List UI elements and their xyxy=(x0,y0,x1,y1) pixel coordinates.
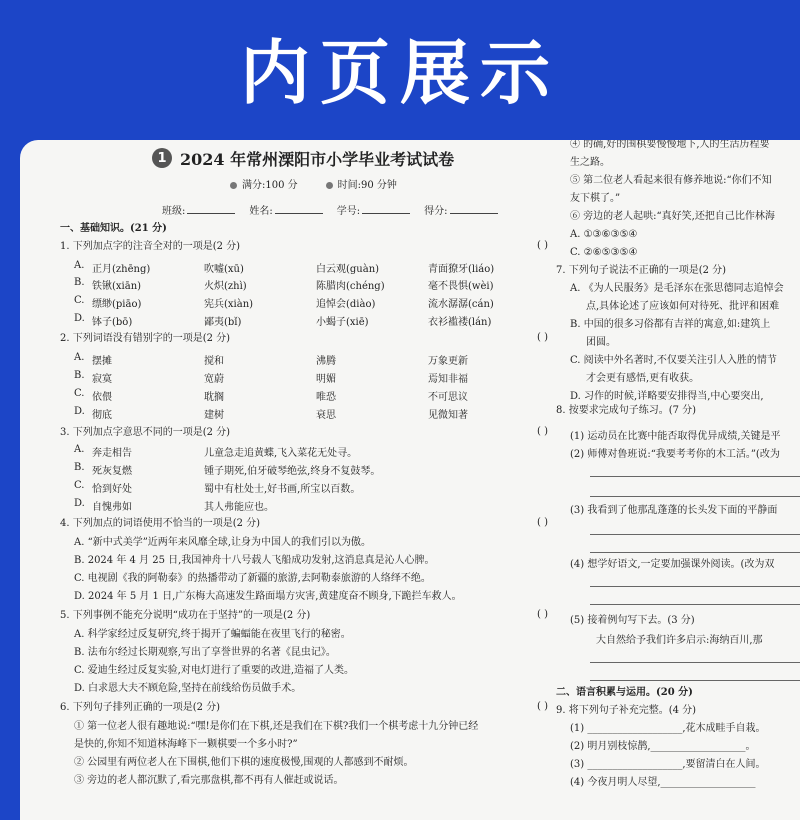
fill-blank[interactable]: (4) 今夜月明人尽望,___________________ xyxy=(570,777,756,788)
answer-paren: ( ) xyxy=(537,240,548,251)
option-row: B. 死灰复燃 锺子期死,伯牙破琴绝弦,终身不复鼓琴。 xyxy=(74,462,381,477)
option-row: A. 摆摊 搅和 沸腾 万象更新 xyxy=(74,352,468,367)
answer-line[interactable] xyxy=(590,476,800,477)
option-row: B. 寂寞 宽蔚 明媚 焉知非福 xyxy=(74,370,468,385)
option-row: D. 彻底 建树 衰思 见微知著 xyxy=(74,406,468,421)
option-row: C. 缥缈(piāo) 宪兵(xiàn) 追悼会(diào) 流水潺潺(cán) xyxy=(74,295,494,310)
field-name: 姓名: xyxy=(249,202,322,217)
option-line: 是快的,你知不知道林海峰下一颗棋要一个多小时?” xyxy=(74,739,298,750)
option-line: C. 电视剧《我的阿勒泰》的热播带动了新疆的旅游,去阿勒泰旅游的人络绎不绝。 xyxy=(74,573,431,584)
bullet-icon xyxy=(326,182,333,189)
right-column xyxy=(556,140,800,800)
answer-line[interactable] xyxy=(590,586,800,587)
fill-blank[interactable]: (3) ___________________,要留清白在人间。 xyxy=(570,759,766,770)
sub-question: (2) 师傅对鲁班说:“我要考考你的木工活。”(改为 xyxy=(570,449,780,460)
option-line: 生之路。 xyxy=(570,157,610,168)
option-row: B. 铁锹(xiān) 火炽(zhì) 陈腊肉(chéng) 毫不畏惧(wèi) xyxy=(74,277,494,292)
option-line: ③ 旁边的老人都沉默了,看完那盘棋,都不再有人催赶或说话。 xyxy=(74,775,344,786)
option-row: D. 钵子(bō) 鄙夷(bǐ) 小蝎子(xiē) 衣衫褴褛(lán) xyxy=(74,313,492,328)
option-line: B. 2024 年 4 月 25 日,我国神舟十八号载人飞船成功发射,这消息真是沁人心脾。 xyxy=(74,555,435,566)
section-heading: 一、基础知识。(21 分) xyxy=(60,223,167,234)
option-row: C. 依偎 耽搁 唯恐 不可思议 xyxy=(74,388,468,403)
question-stem: 5. 下列事例不能充分说明“成功在于坚持”的一项是(2 分) xyxy=(60,610,311,621)
option-line: 友下棋了。” xyxy=(570,193,621,204)
student-info xyxy=(162,202,498,217)
answer-paren: ( ) xyxy=(537,701,548,712)
question-stem: 2. 下列词语没有错别字的一项是(2 分) xyxy=(60,333,231,344)
banner-title: 内页展示 xyxy=(240,32,560,114)
answer-line[interactable] xyxy=(590,552,800,553)
option-line: C. ②⑥⑤③⑤④ xyxy=(570,247,638,258)
left-column xyxy=(60,140,548,800)
question-stem: 1. 下列加点字的注音全对的一项是(2 分) xyxy=(60,241,241,252)
answer-line[interactable] xyxy=(590,534,800,535)
option-line: ④ 的确,好的围棋要慢慢地下,人的生活历程要 xyxy=(570,140,770,150)
field-id: 学号: xyxy=(337,202,410,217)
section-heading: 二、语言积累与运用。(20 分) xyxy=(556,687,693,698)
option-line: 才会更有感悟,更有收获。 xyxy=(586,373,700,384)
option-row: D. 自愧弗如 其人弗能应也。 xyxy=(74,498,274,513)
exam-time: 时间:90 分钟 xyxy=(326,176,397,191)
option-line: C. 阅读中外名著时,不仅要关注引人入胜的情节 xyxy=(570,355,777,366)
option-line: A. 科学家经过反复研究,终于揭开了蝙蝠能在夜里飞行的秘密。 xyxy=(74,629,351,640)
sub-question: (4) 想学好语文,一定要加强课外阅读。(改为双 xyxy=(570,559,775,570)
bullet-icon xyxy=(230,182,237,189)
field-class: 班级: xyxy=(162,202,235,217)
option-line: D. 白求恩大夫不顾危险,坚持在前线给伤员做手术。 xyxy=(74,683,302,694)
answer-line[interactable] xyxy=(590,496,800,497)
question-stem: 4. 下列加点的词语使用不恰当的一项是(2 分) xyxy=(60,518,261,529)
question-stem: 7. 下列句子说法不正确的一项是(2 分) xyxy=(556,265,727,276)
sub-question: (3) 我看到了他那乱蓬蓬的长头发下面的平静面 xyxy=(570,505,778,516)
question-stem: 9. 将下列句子补充完整。(4 分) xyxy=(556,705,697,716)
option-line: A. “新中式美学”近两年来风靡全球,让身为中国人的我们引以为傲。 xyxy=(74,537,371,548)
exam-meta xyxy=(230,176,397,191)
option-line: 团圆。 xyxy=(586,337,616,348)
question-stem: 8. 按要求完成句子练习。(7 分) xyxy=(556,405,697,416)
option-row: A. 奔走相告 儿童急走追黄蝶,飞入菜花无处寻。 xyxy=(74,444,358,459)
exam-title-row xyxy=(152,145,454,171)
answer-paren: ( ) xyxy=(537,517,548,528)
question-stem: 3. 下列加点字意思不同的一项是(2 分) xyxy=(60,427,231,438)
sub-question: (5) 接着例句写下去。(3 分) xyxy=(570,615,695,626)
answer-paren: ( ) xyxy=(537,426,548,437)
banner xyxy=(0,0,800,135)
example-sentence: 大自然给予我们许多启示:海纳百川,那 xyxy=(596,635,763,646)
answer-line[interactable] xyxy=(590,604,800,605)
option-line: 点,具体论述了应该如何对待死、批评和困难 xyxy=(586,301,780,312)
exam-sheet xyxy=(20,140,800,820)
option-line: A. ①③⑥③⑤④ xyxy=(570,229,638,240)
question-stem: 6. 下列句子排列正确的一项是(2 分) xyxy=(60,702,221,713)
full-score: 满分:100 分 xyxy=(230,176,298,191)
option-line: A. 《为人民服务》是毛泽东在张思德同志追悼会 xyxy=(570,283,784,294)
exam-title: 2024 年常州溧阳市小学毕业考试试卷 xyxy=(180,149,455,169)
option-line: ② 公园里有两位老人在下围棋,他们下棋的速度极慢,围观的人都感到不耐烦。 xyxy=(74,757,414,768)
answer-paren: ( ) xyxy=(537,332,548,343)
option-line: D. 习作的时候,详略要安排得当,中心要突出, xyxy=(570,391,764,402)
sub-question: (1) 运动员在比赛中能否取得优异成绩,关键是平 xyxy=(570,431,781,442)
option-row: A. 正月(zhēng) 吹嘘(xū) 白云观(guàn) 青面獠牙(liáo) xyxy=(74,260,495,275)
exam-number-badge: 1 xyxy=(152,148,172,168)
option-line: ⑤ 第二位老人看起来很有修养地说:“你们不知 xyxy=(570,175,772,186)
option-line: C. 爱迪生经过反复实验,对电灯进行了重要的改进,造福了人类。 xyxy=(74,665,355,676)
option-line: ⑥ 旁边的老人起哄:“真好笑,还把自己比作林海 xyxy=(570,211,775,222)
option-line: ① 第一位老人很有趣地说:“嘿!是你们在下棋,还是我们在下棋?我们一个棋考虑十九分钟已经 xyxy=(74,721,479,732)
answer-line[interactable] xyxy=(590,662,800,663)
option-line: D. 2024 年 5 月 1 日,广东梅大高速发生路面塌方灾害,黄建度奋不顾身,下跪拦车救人。 xyxy=(74,591,462,602)
answer-line[interactable] xyxy=(590,680,800,681)
fill-blank[interactable]: (2) 明月别枝惊鹊,___________________。 xyxy=(570,741,756,752)
field-score: 得分: xyxy=(424,202,497,217)
option-line: B. 中国的很多习俗都有吉祥的寓意,如:建筑上 xyxy=(570,319,771,330)
answer-paren: ( ) xyxy=(537,609,548,620)
option-row: C. 恰到好处 蜀中有杜处士,好书画,所宝以百数。 xyxy=(74,480,361,495)
option-line: B. 法布尔经过长期观察,写出了享誉世界的名著《昆虫记》。 xyxy=(74,647,336,658)
fill-blank[interactable]: (1) ___________________,花木成畦手自栽。 xyxy=(570,723,766,734)
